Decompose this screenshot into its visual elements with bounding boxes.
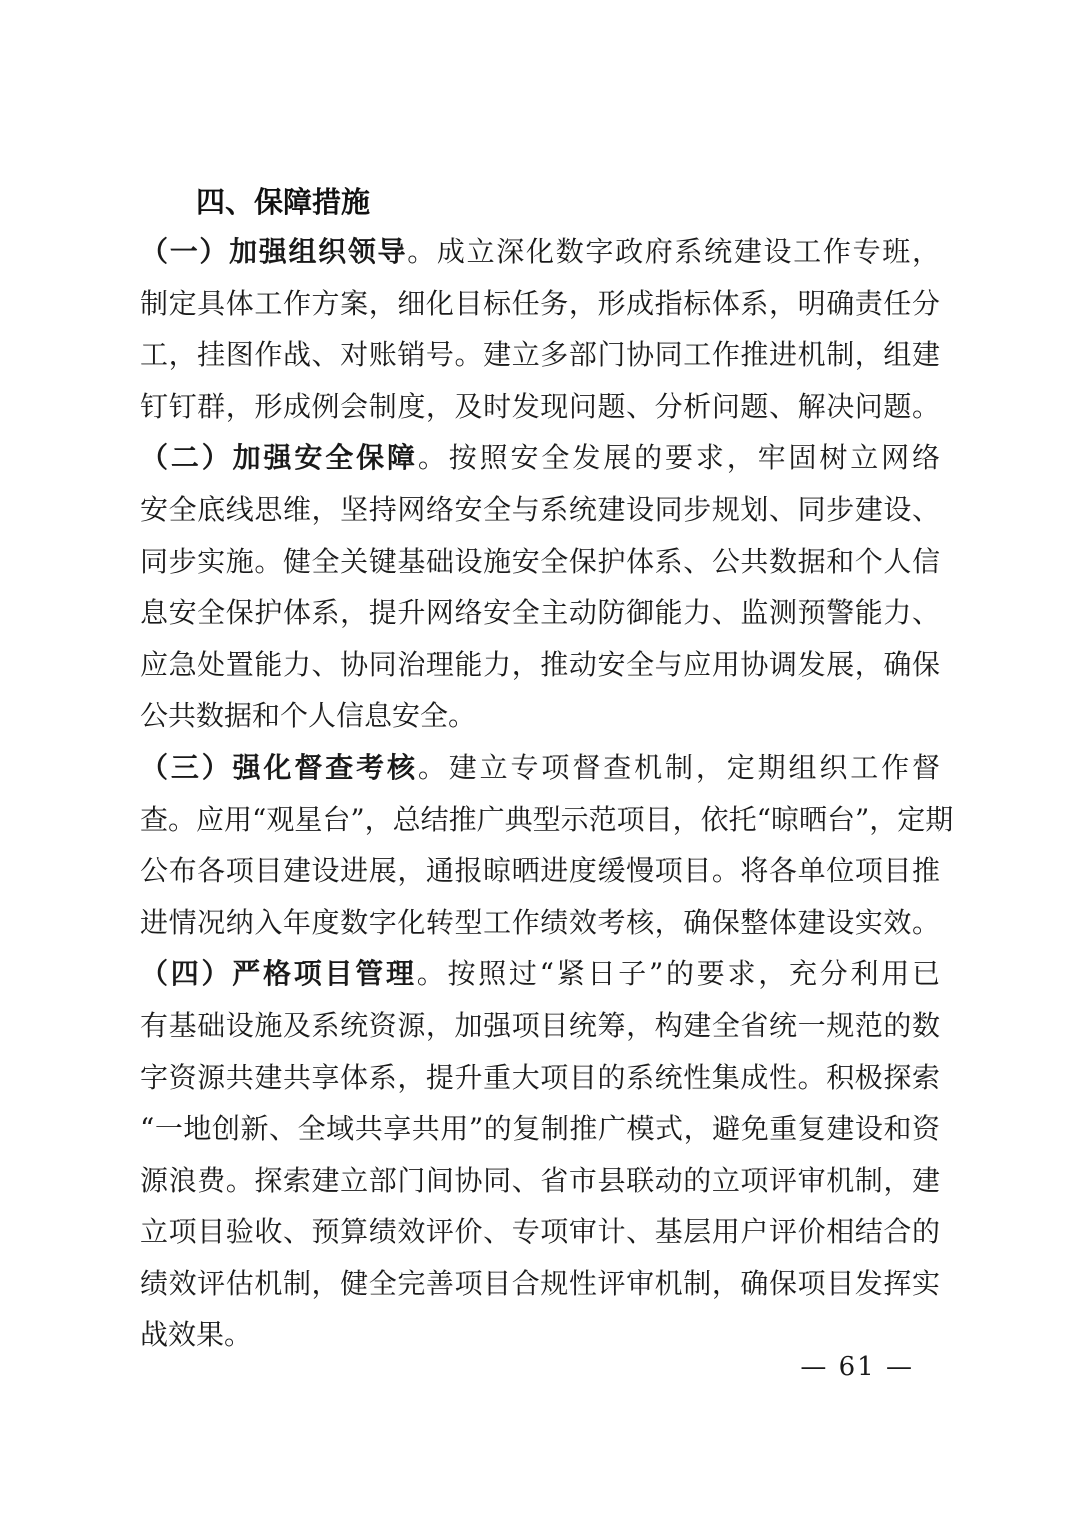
paragraph-3-line-4: 进情况纳入年度数字化转型工作绩效考核，确保整体建设实效。 xyxy=(140,905,940,939)
paragraph-2-line-1-text: 。按照安全发展的要求，牢固树立网络 xyxy=(417,441,940,475)
paragraph-2-line-5: 应急处置能力、协同治理能力，推动安全与应用协调发展，确保 xyxy=(140,647,940,681)
paragraph-4-line-7: 绩效评估机制，健全完善项目合规性评审机制，确保项目发挥实 xyxy=(140,1266,940,1300)
section-title: 四、保障措施 xyxy=(196,185,371,219)
paragraph-2-line-1 xyxy=(140,432,940,484)
paragraph-3-line-3: 公布各项目建设进展，通报晾晒进度缓慢项目。将各单位项目推 xyxy=(140,854,940,888)
paragraph-1-line-3: 工，挂图作战、对账销号。建立多部门协同工作推进机制，组建 xyxy=(140,338,940,372)
paragraph-4-line-6: 立项目验收、预算绩效评价、专项审计、基层用户评价相结合的 xyxy=(140,1215,940,1249)
paragraph-4-heading: （四）严格项目管理 xyxy=(140,957,417,991)
paragraph-4-line-1 xyxy=(140,948,940,1000)
paragraph-4-line-2: 有基础设施及系统资源，加强项目统筹，构建全省统一规范的数 xyxy=(140,1008,940,1042)
paragraph-1-line-4: 钉钉群，形成例会制度，及时发现问题、分析问题、解决问题。 xyxy=(140,389,940,423)
paragraph-2-line-6: 公共数据和个人信息安全。 xyxy=(140,699,477,733)
body-text xyxy=(140,226,954,1361)
paragraph-1-line-1-text: 。成立深化数字政府系统建设工作专班， xyxy=(407,235,940,268)
paragraph-4-line-1-text: 。按照过“紧日子”的要求，充分利用已 xyxy=(416,957,940,991)
paragraph-2-heading: （二）加强安全保障 xyxy=(140,441,418,475)
paragraph-1-line-1 xyxy=(140,226,940,278)
paragraph-3-line-1 xyxy=(140,742,940,794)
paragraph-2-line-3: 同步实施。健全关键基础设施安全保护体系、公共数据和个人信 xyxy=(140,544,940,578)
paragraph-4-line-3: 字资源共建共享体系，提升重大项目的系统性集成性。积极探索 xyxy=(140,1060,940,1094)
paragraph-4-line-8: 战效果。 xyxy=(140,1318,253,1352)
paragraph-4-line-5: 源浪费。探索建立部门间协同、省市县联动的立项评审机制，建 xyxy=(140,1163,940,1197)
paragraph-2-line-2: 安全底线思维，坚持网络安全与系统建设同步规划、同步建设、 xyxy=(140,492,940,526)
page-number: — 61 — xyxy=(800,1352,914,1382)
paragraph-3-heading: （三）强化督查考核 xyxy=(140,750,418,784)
paragraph-1-line-2: 制定具体工作方案，细化目标任务，形成指标体系，明确责任分 xyxy=(140,286,940,320)
paragraph-4-line-4: “一地创新、全域共享共用”的复制推广模式，避免重复建设和资 xyxy=(140,1112,940,1146)
paragraph-2-line-4: 息安全保护体系，提升网络安全主动防御能力、监测预警能力、 xyxy=(140,596,940,630)
paragraph-3-line-2: 查。应用“观星台”，总结推广典型示范项目，依托“晾晒台”，定期 xyxy=(140,802,954,836)
paragraph-3-line-1-text: 。建立专项督查机制，定期组织工作督 xyxy=(417,750,940,784)
paragraph-1-heading: （一）加强组织领导 xyxy=(140,235,408,268)
